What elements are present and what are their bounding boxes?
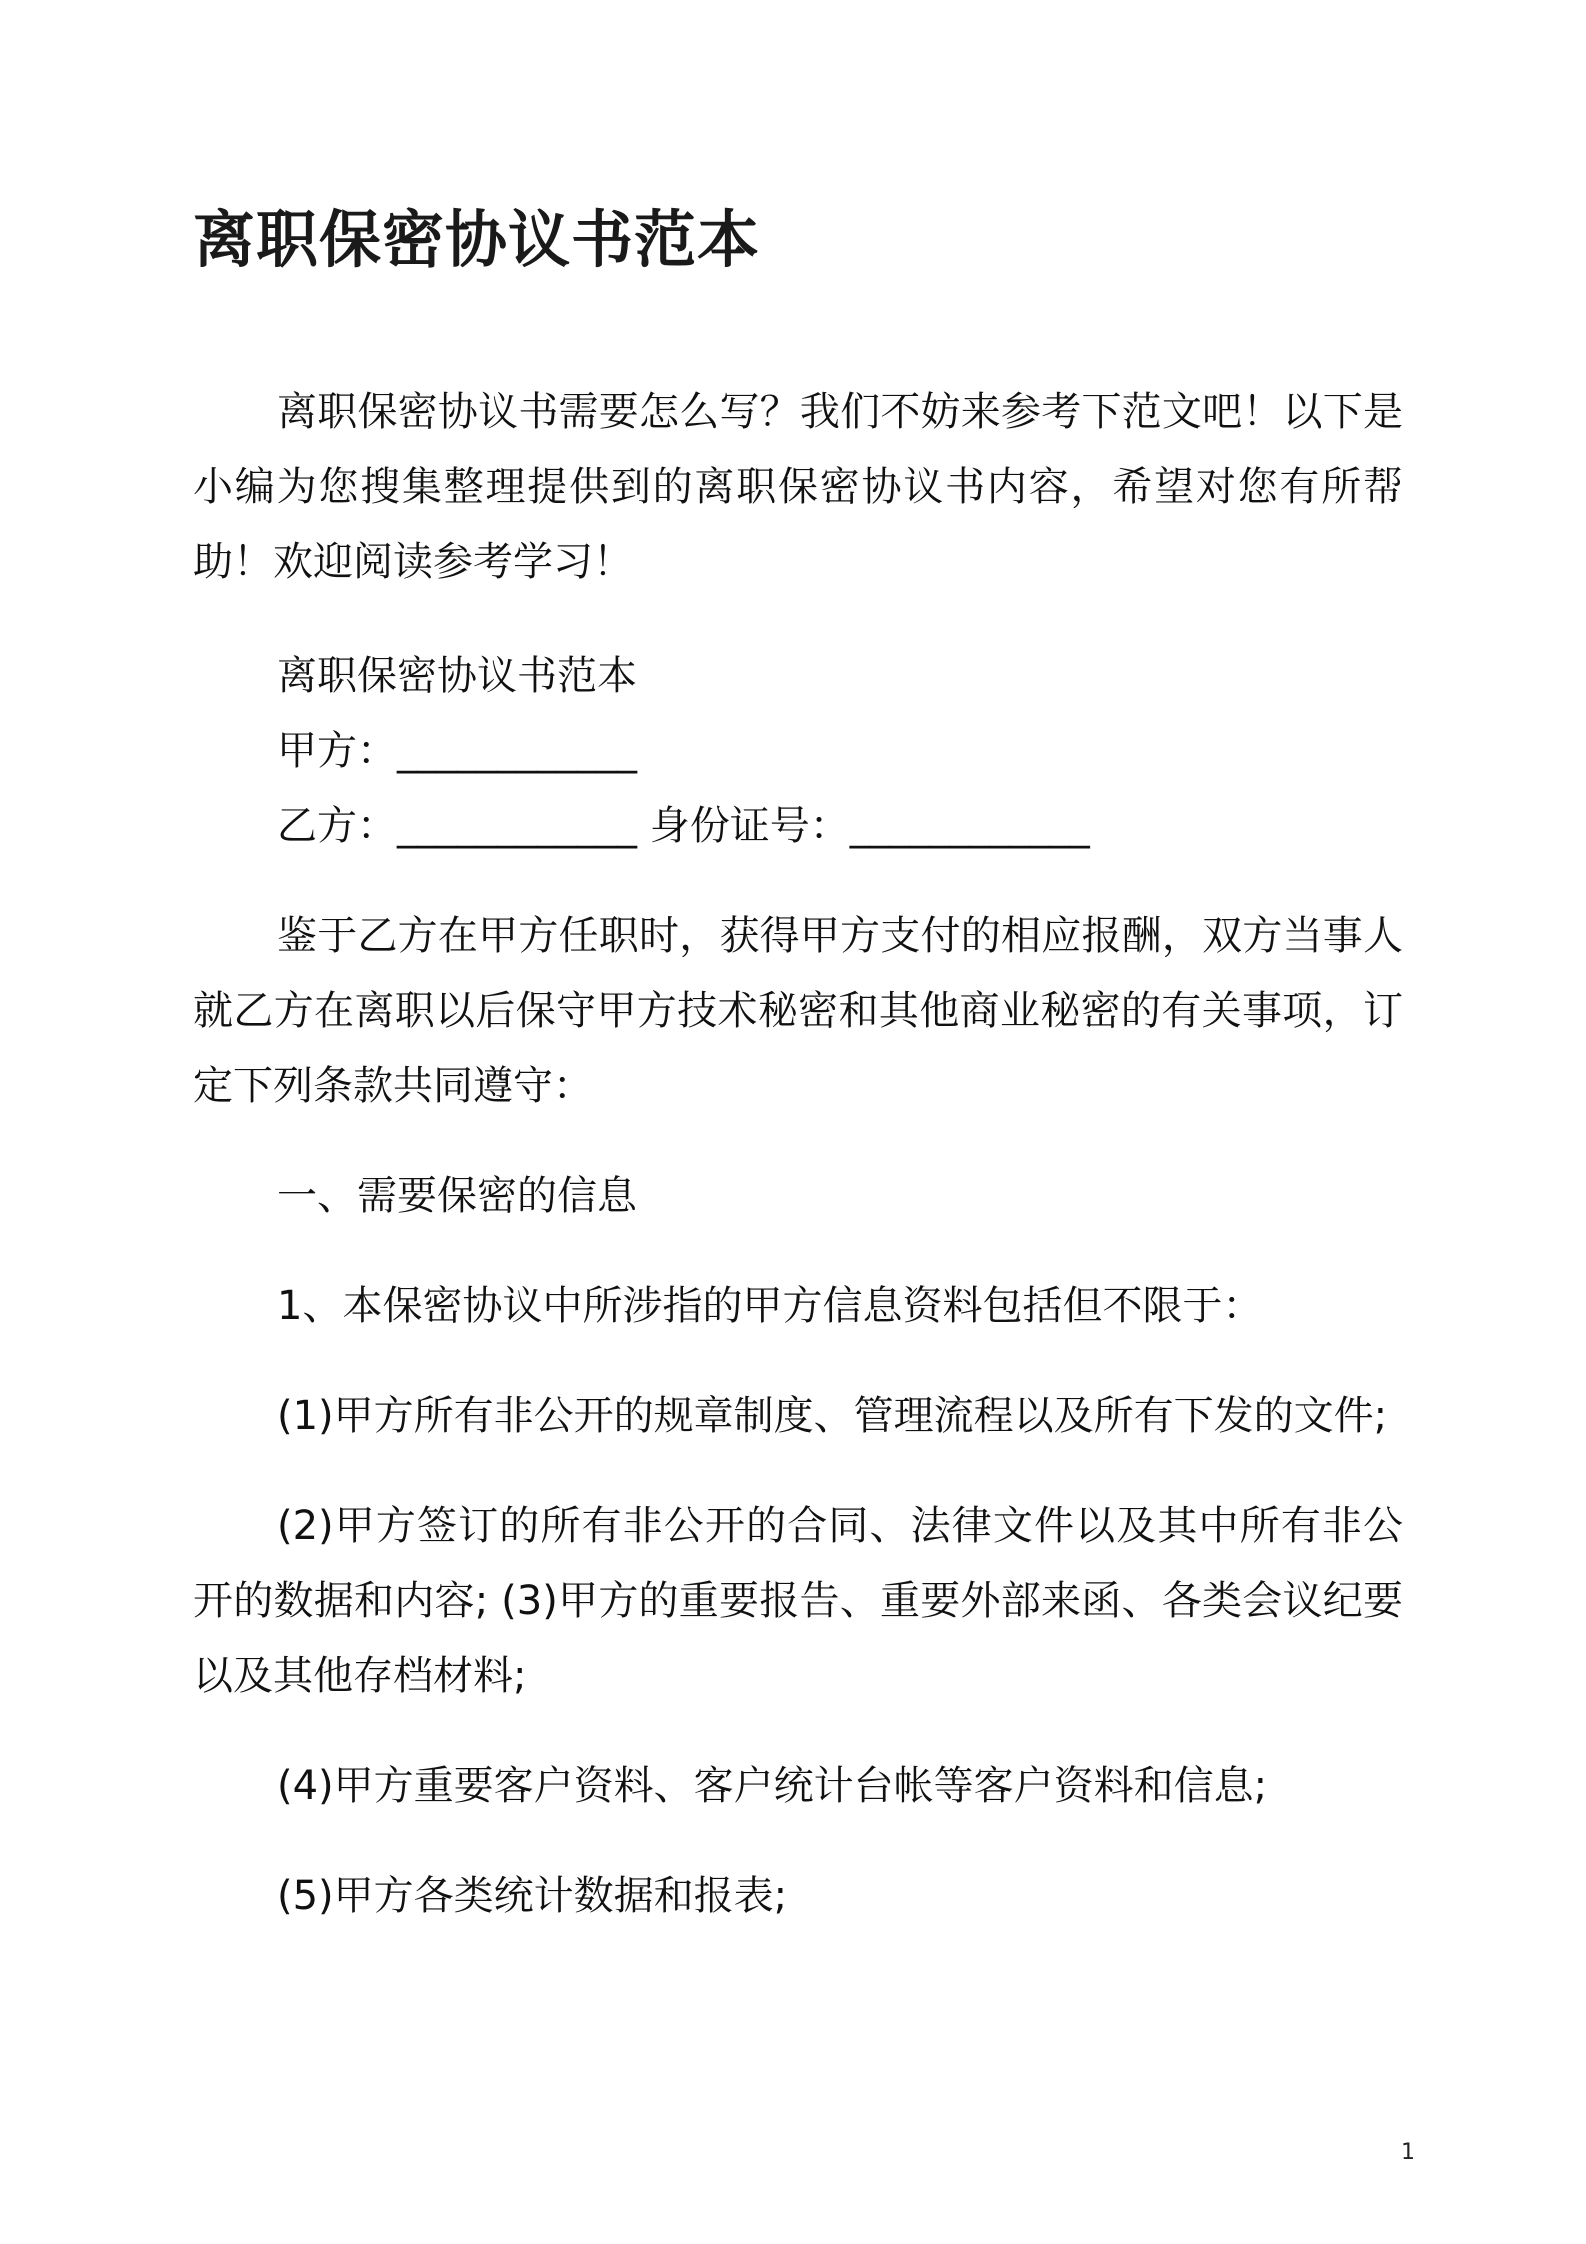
party-b-field: 乙方：____________ 身份证号：____________	[277, 803, 1090, 849]
document-title: 离职保密协议书范本	[193, 203, 761, 276]
list-item-4: (4)甲方重要客户资料、客户统计台帐等客户资料和信息;	[277, 1763, 1268, 1809]
page-number: 1	[1401, 2140, 1415, 2165]
agreement-subtitle: 离职保密协议书范本	[277, 653, 637, 699]
list-item-1: (1)甲方所有非公开的规章制度、管理流程以及所有下发的文件;	[277, 1393, 1388, 1439]
list-item-2-3: (2)甲方签订的所有非公开的合同、法律文件以及其中所有非公开的数据和内容; (3)甲方的重要报告、重要外部来函、各类会议纪要以及其他存档材料;	[193, 1503, 1403, 1699]
list-item-5: (5)甲方各类统计数据和报表;	[277, 1873, 788, 1919]
party-a-field: 甲方：____________	[277, 728, 637, 774]
section-heading: 一、需要保密的信息	[277, 1173, 637, 1219]
intro-paragraph: 离职保密协议书需要怎么写？我们不妨来参考下范文吧！以下是小编为您搜集整理提供到的离职保密协议书内容，希望对您有所帮助！欢迎阅读参考学习！	[193, 389, 1403, 585]
clause-paragraph: 1、本保密协议中所涉指的甲方信息资料包括但不限于：	[277, 1283, 1263, 1329]
document-body	[193, 375, 1403, 1934]
preamble-paragraph: 鉴于乙方在甲方任职时，获得甲方支付的相应报酬，双方当事人就乙方在离职以后保守甲方技术秘密和其他商业秘密的有关事项，订定下列条款共同遵守：	[193, 913, 1403, 1109]
